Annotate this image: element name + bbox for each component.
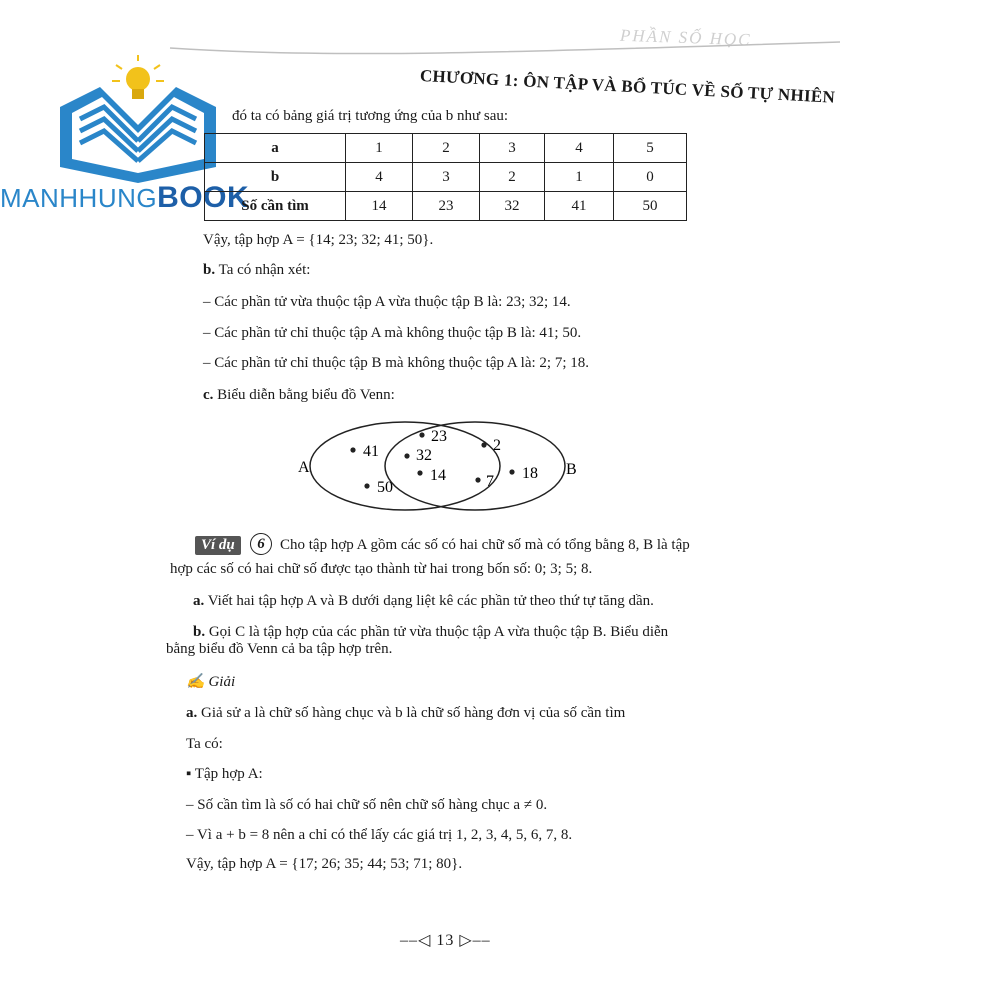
venn-set-a xyxy=(310,422,500,510)
table-row xyxy=(205,134,687,163)
example-part-b-cont: bằng biểu đồ Venn cả ba tập hợp trên. xyxy=(166,641,393,657)
venn-diagram xyxy=(290,410,590,520)
example-tag: Ví dụ xyxy=(195,536,241,555)
solution-line xyxy=(186,705,625,722)
table-cell: a xyxy=(205,134,346,163)
solution-heading-text: Giải xyxy=(208,674,236,690)
part-text: Viết hai tập hợp A và B dưới dạng liệt kê các phần tử theo thứ tự tăng dần. xyxy=(204,593,654,609)
part-label: c. xyxy=(203,387,214,403)
venn-set-b xyxy=(385,422,565,510)
part-header: PHẦN SỐ HỌC xyxy=(619,25,752,50)
dash-line: – Các phần tử chỉ thuộc tập B mà không thuộc tập A là: 2; 7; 18. xyxy=(203,355,589,371)
example-text: hợp các số có hai chữ số được tạo thành từ hai trong bốn số: 0; 3; 5; 8. xyxy=(170,561,593,577)
solution-line: – Số cần tìm là số có hai chữ số nên chữ số hàng chục a ≠ 0. xyxy=(186,797,548,813)
part-text: Gọi C là tập hợp của các phần tử vừa thuộc tập A vừa thuộc tập B. Biểu diễn xyxy=(205,624,669,640)
table-cell: 32 xyxy=(480,192,545,221)
intro-line: đó ta có bảng giá trị tương ứng của b như sau: xyxy=(232,108,509,124)
venn-element: 14 xyxy=(430,467,446,484)
venn-element: 23 xyxy=(431,428,447,445)
table-cell: 1 xyxy=(346,134,413,163)
page-number xyxy=(400,930,491,950)
venn-label-a: A xyxy=(298,459,310,476)
table-cell: 1 xyxy=(545,163,614,192)
table-row xyxy=(205,163,687,192)
table-cell: 2 xyxy=(413,134,480,163)
value-table xyxy=(204,133,687,221)
left-arrow-icon: ––◁ xyxy=(400,932,437,949)
pen-icon: ✍ xyxy=(186,674,209,690)
set-a-result: Vậy, tập hợp A = {14; 23; 32; 41; 50}. xyxy=(203,232,434,248)
solution-line: Ta có: xyxy=(186,736,223,752)
example-part-b xyxy=(193,624,668,641)
venn-element: 32 xyxy=(416,447,432,464)
table-cell: 2 xyxy=(480,163,545,192)
venn-element: 2 xyxy=(493,437,501,454)
venn-element: 50 xyxy=(377,479,393,496)
bullet-text: Tập hợp A: xyxy=(194,766,263,782)
brand-part1: MANHHUNG xyxy=(0,183,158,213)
table-cell: 0 xyxy=(614,163,687,192)
part-b-line xyxy=(203,262,310,279)
table-cell: 3 xyxy=(480,134,545,163)
venn-element: 18 xyxy=(522,465,538,482)
right-arrow-icon: ▷–– xyxy=(454,932,491,949)
table-row xyxy=(205,192,687,221)
table-cell: 4 xyxy=(346,163,413,192)
table-cell: 50 xyxy=(614,192,687,221)
solution-line: – Vì a + b = 8 nên a chỉ có thể lấy các giá trị 1, 2, 3, 4, 5, 6, 7, 8. xyxy=(186,827,573,843)
table-cell: 23 xyxy=(413,192,480,221)
part-text: Ta có nhận xét: xyxy=(215,262,311,278)
venn-element: 7 xyxy=(486,473,494,490)
solution-bullet xyxy=(186,766,263,783)
chapter-title: CHƯƠNG 1: ÔN TẬP VÀ BỔ TÚC VỀ SỐ TỰ NHIÊN xyxy=(419,66,836,107)
table-cell: 3 xyxy=(413,163,480,192)
part-label: b. xyxy=(193,624,206,640)
part-label: a. xyxy=(186,705,198,721)
table-cell: 4 xyxy=(545,134,614,163)
solution-heading xyxy=(186,672,235,691)
example-text: Cho tập hợp A gồm các số có hai chữ số mà có tổng bằng 8, B là tập xyxy=(280,537,690,553)
table-cell: Số cần tìm xyxy=(205,192,346,221)
venn-element: 41 xyxy=(363,443,379,460)
brand-part2: BOOK xyxy=(157,181,250,214)
venn-label-b: B xyxy=(566,461,577,478)
square-bullet-icon: ▪ xyxy=(186,766,195,782)
dash-line: – Các phần tử chỉ thuộc tập A mà không thuộc tập B là: 41; 50. xyxy=(203,325,582,341)
table-cell: 5 xyxy=(614,134,687,163)
table-cell: b xyxy=(205,163,346,192)
lightbulb-icon xyxy=(112,55,164,99)
dash-line: – Các phần tử vừa thuộc tập A vừa thuộc tập B là: 23; 32; 14. xyxy=(203,294,571,310)
page-number-value: 13 xyxy=(436,932,455,949)
part-label: a. xyxy=(193,593,205,609)
example-part-a xyxy=(193,593,654,610)
example-number: 6 xyxy=(250,533,272,555)
part-text: Biểu diễn bằng biểu đồ Venn: xyxy=(213,387,395,403)
part-text: Giả sử a là chữ số hàng chục và b là chữ số hàng đơn vị của số cần tìm xyxy=(197,705,626,721)
table-cell: 14 xyxy=(346,192,413,221)
solution-result: Vậy, tập hợp A = {17; 26; 35; 44; 53; 71; 80}. xyxy=(186,856,463,872)
part-label: b. xyxy=(203,262,216,278)
table-cell: 41 xyxy=(545,192,614,221)
part-c-line xyxy=(203,387,395,404)
